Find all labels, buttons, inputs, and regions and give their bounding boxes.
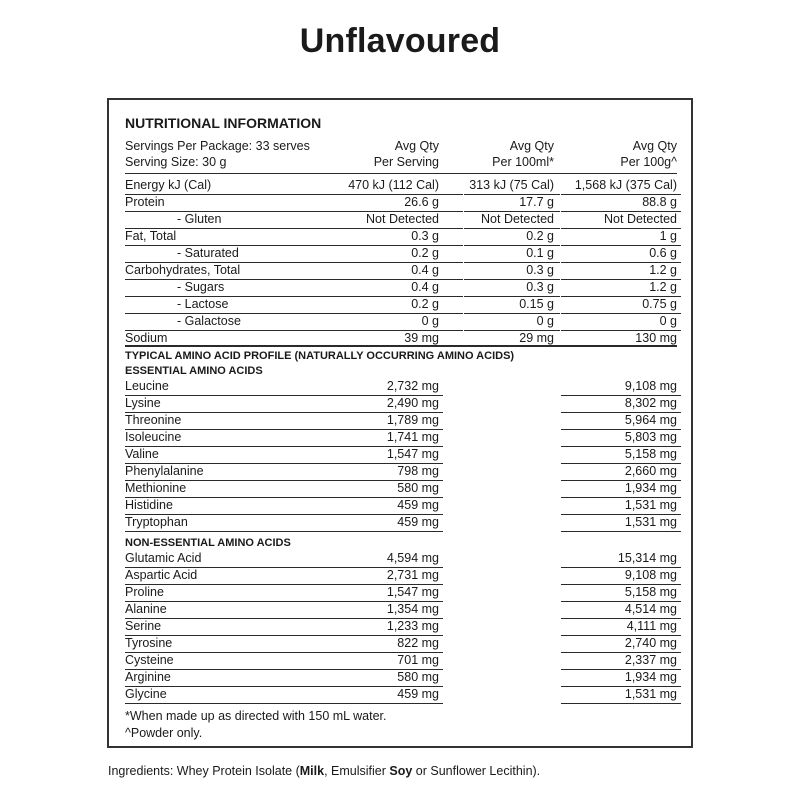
amino-label: Valine <box>125 447 159 461</box>
nutrient-value: 130 mg <box>635 331 677 345</box>
ingredients-text: , Emulsifier <box>324 764 390 778</box>
amino-label: Cysteine <box>125 653 174 667</box>
nutrient-value: 17.7 g <box>519 195 554 209</box>
amino-label: Histidine <box>125 498 173 512</box>
essential-heading: ESSENTIAL AMINO ACIDS <box>125 365 263 377</box>
nutrient-value: 1.2 g <box>649 263 677 277</box>
amino-100g-value: 1,934 mg <box>624 670 677 684</box>
nutrient-label: Fat, Total <box>125 229 177 243</box>
nutrient-value: 0.3 g <box>411 229 439 243</box>
nutrient-value: 0 g <box>659 314 677 328</box>
nutrient-value: 0.4 g <box>411 263 439 277</box>
nutrient-value: 470 kJ (112 Cal) <box>348 178 439 192</box>
row-rule <box>561 531 681 532</box>
nutrient-value: 0.3 g <box>526 280 554 294</box>
panel-title: NUTRITIONAL INFORMATION <box>125 115 322 131</box>
amino-serving-value: 1,547 mg <box>386 447 439 461</box>
amino-100g-value: 1,934 mg <box>624 481 677 495</box>
nutrient-label: Carbohydrates, Total <box>125 263 241 277</box>
nutrient-label: Sodium <box>125 331 168 345</box>
amino-100g-value: 9,108 mg <box>624 568 677 582</box>
nutrient-label: - Gluten <box>177 212 222 226</box>
row-rule <box>125 635 443 636</box>
amino-100g-value: 5,158 mg <box>624 447 677 461</box>
nutrient-label: Energy kJ (Cal) <box>125 178 212 192</box>
amino-serving-value: 1,354 mg <box>386 602 439 616</box>
amino-label: Arginine <box>125 670 171 684</box>
amino-serving-value: 701 mg <box>397 653 439 667</box>
amino-100g-value: 5,803 mg <box>624 430 677 444</box>
col-header-100g-2: Per 100g^ <box>620 155 677 169</box>
amino-100g-value: 8,302 mg <box>624 396 677 410</box>
amino-serving-value: 2,731 mg <box>386 568 439 582</box>
amino-serving-value: 580 mg <box>397 481 439 495</box>
amino-label: Serine <box>125 619 162 633</box>
ingredients-text: or Sunflower Lecithin). <box>412 764 541 778</box>
amino-serving-value: 459 mg <box>397 515 439 529</box>
allergen-text: Milk <box>299 764 325 778</box>
nutrients-divider <box>125 345 677 347</box>
nutrient-value: Not Detected <box>366 212 439 226</box>
amino-100g-value: 5,964 mg <box>624 413 677 427</box>
amino-label: Tyrosine <box>125 636 173 650</box>
nutrient-label: Protein <box>125 195 165 209</box>
amino-label: Methionine <box>125 481 187 495</box>
nutrient-label: - Sugars <box>177 280 225 294</box>
amino-serving-value: 798 mg <box>397 464 439 478</box>
nutrient-value: 0.6 g <box>649 246 677 260</box>
row-rule <box>125 686 443 687</box>
amino-label: Threonine <box>125 413 182 427</box>
row-rule <box>125 703 443 704</box>
amino-label: Glutamic Acid <box>125 551 202 565</box>
amino-100g-value: 1,531 mg <box>624 687 677 701</box>
col-header-100ml-1: Avg Qty <box>509 139 554 153</box>
row-rule <box>125 531 443 532</box>
product-title: Unflavoured <box>299 22 501 60</box>
serving-size: Serving Size: 30 g <box>125 155 227 169</box>
amino-label: Aspartic Acid <box>125 568 198 582</box>
amino-serving-value: 822 mg <box>397 636 439 650</box>
amino-label: Phenylalanine <box>125 464 204 478</box>
footnote-2: ^Powder only. <box>125 726 203 740</box>
nutrient-value: 313 kJ (75 Cal) <box>469 178 554 192</box>
amino-label: Isoleucine <box>125 430 182 444</box>
amino-label: Lysine <box>125 396 161 410</box>
amino-100g-value: 5,158 mg <box>624 585 677 599</box>
ingredients-text: Ingredients: Whey Protein Isolate ( <box>108 764 300 778</box>
amino-profile-heading: TYPICAL AMINO ACID PROFILE (NATURALLY OCCURRING AMINO ACIDS) <box>125 350 515 362</box>
nutrient-value: 0.4 g <box>411 280 439 294</box>
nutrient-value: 39 mg <box>404 331 439 345</box>
col-header-serving-2: Per Serving <box>373 155 439 169</box>
nutrient-value: 1 g <box>659 229 677 243</box>
nutrient-value: 0.2 g <box>411 246 439 260</box>
col-header-100g-1: Avg Qty <box>632 139 677 153</box>
amino-label: Alanine <box>125 602 167 616</box>
amino-serving-value: 580 mg <box>397 670 439 684</box>
nutrient-value: 0.3 g <box>526 263 554 277</box>
row-rule <box>125 669 443 670</box>
amino-100g-value: 15,314 mg <box>617 551 677 565</box>
nutrient-value: 29 mg <box>519 331 554 345</box>
allergen-text: Soy <box>389 764 413 778</box>
nutrient-value: 26.6 g <box>404 195 439 209</box>
nutrition-panel <box>107 98 693 748</box>
nutrient-value: Not Detected <box>604 212 677 226</box>
nutrient-value: 0 g <box>421 314 439 328</box>
amino-label: Glycine <box>125 687 167 701</box>
amino-100g-value: 4,514 mg <box>624 602 677 616</box>
amino-serving-value: 4,594 mg <box>386 551 439 565</box>
amino-100g-value: 2,337 mg <box>624 653 677 667</box>
amino-serving-value: 2,490 mg <box>386 396 439 410</box>
nutrient-value: 1.2 g <box>649 280 677 294</box>
amino-label: Tryptophan <box>125 515 188 529</box>
nutrient-value: 0.75 g <box>642 297 677 311</box>
nutrient-label: - Saturated <box>177 246 239 260</box>
nutrient-value: 0.2 g <box>526 229 554 243</box>
nutrient-value: Not Detected <box>481 212 554 226</box>
amino-100g-value: 1,531 mg <box>624 515 677 529</box>
amino-100g-value: 2,660 mg <box>624 464 677 478</box>
nutrient-value: 0.1 g <box>526 246 554 260</box>
non-essential-heading: NON-ESSENTIAL AMINO ACIDS <box>125 537 291 549</box>
servings-per-package: Servings Per Package: 33 serves <box>125 139 310 153</box>
amino-serving-value: 1,547 mg <box>386 585 439 599</box>
amino-label: Leucine <box>125 379 169 393</box>
col-header-100ml-2: Per 100ml* <box>492 155 554 169</box>
amino-100g-value: 9,108 mg <box>624 379 677 393</box>
ingredients-line <box>108 764 540 778</box>
amino-serving-value: 459 mg <box>397 498 439 512</box>
nutrient-value: 0.15 g <box>519 297 554 311</box>
row-rule <box>561 703 681 704</box>
footnote-1: *When made up as directed with 150 mL water. <box>125 709 387 723</box>
row-rule <box>125 313 463 314</box>
amino-serving-value: 459 mg <box>397 687 439 701</box>
header-divider <box>125 173 677 174</box>
amino-100g-value: 1,531 mg <box>624 498 677 512</box>
amino-serving-value: 1,789 mg <box>386 413 439 427</box>
amino-serving-value: 1,741 mg <box>386 430 439 444</box>
nutrient-value: 1,568 kJ (375 Cal) <box>574 178 677 192</box>
amino-serving-value: 1,233 mg <box>386 619 439 633</box>
nutrient-label: - Lactose <box>177 297 229 311</box>
nutrient-value: 0.2 g <box>411 297 439 311</box>
nutrient-label: - Galactose <box>177 314 241 328</box>
amino-100g-value: 4,111 mg <box>626 619 677 633</box>
amino-label: Proline <box>125 585 164 599</box>
nutrient-value: 0 g <box>536 314 554 328</box>
amino-serving-value: 2,732 mg <box>386 379 439 393</box>
amino-100g-value: 2,740 mg <box>624 636 677 650</box>
nutrient-value: 88.8 g <box>642 195 677 209</box>
col-header-serving-1: Avg Qty <box>394 139 439 153</box>
